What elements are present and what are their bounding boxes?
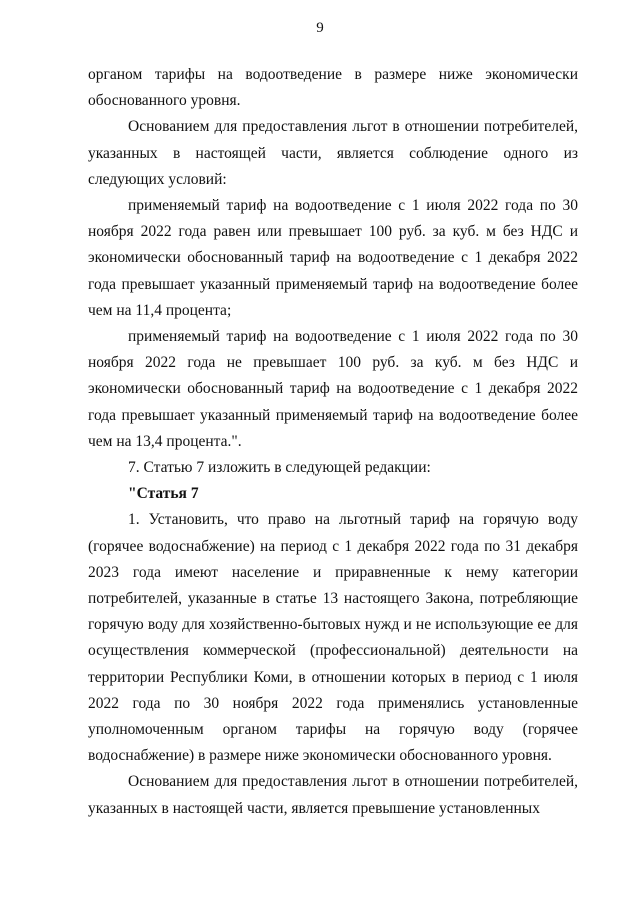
- paragraph-amendment-7: 7. Статью 7 изложить в следующей редакции:: [128, 459, 431, 477]
- paragraph-continuation: органом тарифы на водоотведение в размере ниже экономически обоснованного уровня.: [88, 66, 578, 110]
- paragraph-grounds-2: Основанием для предоставления льгот в отношении потребителей, указанных в настоящей части, является превышение установленных: [88, 773, 578, 817]
- paragraph-condition-1: применяемый тариф на водоотведение с 1 июля 2022 года по 30 ноября 2022 года равен или превышает 100 руб. за куб. м без НДС и экономически обоснованный тариф на водоотведение с 1 декабря 2022 года превышает указанный применяемый тариф на водоотведение более чем на 11,4 процента;: [88, 197, 578, 319]
- paragraph-grounds: Основанием для предоставления льгот в отношении потребителей, указанных в настоящей части, является соблюдение одного из следующих условий:: [88, 118, 578, 188]
- document-body: [88, 62, 578, 822]
- paragraph-condition-2: применяемый тариф на водоотведение с 1 июля 2022 года по 30 ноября 2022 года не превышает 100 руб. за куб. м без НДС и экономически обоснованный тариф на водоотведение с 1 декабря 2022 года превышает указанный применяемый тариф на водоотведение более чем на 13,4 процента.".: [88, 328, 578, 450]
- page-number: 9: [316, 20, 324, 36]
- paragraph-article-7-part-1: 1. Установить, что право на льготный тариф на горячую воду (горячее водоснабжение) на период с 1 декабря 2022 года по 31 декабря 2023 года имеют население и приравненные к нему категории потребителей, указанные в статье 13 настоящего Закона, потребляющие горячую воду для хозяйственно-бытовых нужд и не использующие ее для осуществления коммерческой (профессиональной) деятельности на территории Республики Коми, в отношении которых в период с 1 июля 2022 года по 30 ноября 2022 года применялись установленные уполномоченным органом тарифы на горячую воду (горячее водоснабжение) в размере ниже экономически обоснованного уровня.: [88, 511, 578, 765]
- article-7-heading: "Статья 7: [128, 485, 199, 503]
